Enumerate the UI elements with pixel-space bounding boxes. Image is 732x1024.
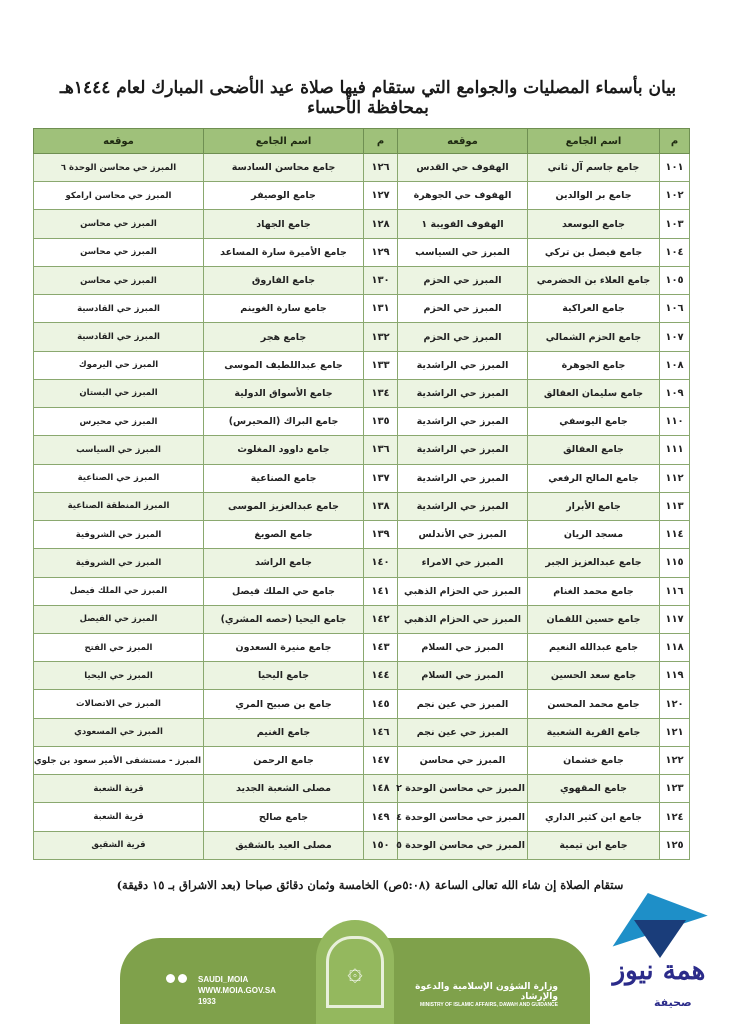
mosque-name: جامع بر الوالدين (528, 182, 660, 210)
social-links (166, 974, 276, 1007)
mosque-location: المبرز حي الراشدية (398, 351, 528, 379)
row-number-2: ١٥٠ (364, 831, 398, 859)
mosque-location-2: المبرز حي الشروفية (34, 549, 204, 577)
table-row (34, 238, 690, 266)
mosque-location-2: المبرز حي محاسن (34, 238, 204, 266)
table-row (34, 521, 690, 549)
table-header-row (34, 129, 690, 154)
mosque-name-2: جامع سارة الغوينم (204, 295, 364, 323)
mosque-name: جامع عبدالله النعيم (528, 633, 660, 661)
mosque-location: المبرز حي الراشدية (398, 464, 528, 492)
mosque-location: المبرز حي الحزام الذهبي (398, 605, 528, 633)
mosque-name: جامع المقهوي (528, 775, 660, 803)
mosque-name: جامع محمد الغنام (528, 577, 660, 605)
table-row (34, 464, 690, 492)
mosque-location-2: المبرز حي الشروفية (34, 521, 204, 549)
mosque-name-2: جامع بن صبيح المري (204, 690, 364, 718)
mosque-location-2: المبرز حي محاسن (34, 210, 204, 238)
mosque-name-2: جامع عبدالعزيز الموسى (204, 492, 364, 520)
header-num-2: م (364, 129, 398, 154)
mosque-location-2: المبرز حي الصناعية (34, 464, 204, 492)
row-number-2: ١٤٠ (364, 549, 398, 577)
mosque-location-2: المبرز حي اليحيا (34, 662, 204, 690)
row-number: ١٢٣ (660, 775, 690, 803)
row-number-2: ١٣٤ (364, 379, 398, 407)
mosques-table (33, 128, 690, 860)
mosque-name: جامع ابن كثير الداري (528, 803, 660, 831)
row-number: ١٠٩ (660, 379, 690, 407)
table-row (34, 746, 690, 774)
mosque-name-2: جامع الجهاد (204, 210, 364, 238)
twitter-icon[interactable] (166, 974, 175, 983)
mosque-location-2: المبرز حي الاتصالات (34, 690, 204, 718)
header-mosque-2: اسم الجامع (204, 129, 364, 154)
mosque-name: جامع خشمان (528, 746, 660, 774)
mosque-name: جامع البوسعد (528, 210, 660, 238)
mosque-location-2: المبرز المنطقة الصناعية (34, 492, 204, 520)
row-number: ١٠٣ (660, 210, 690, 238)
row-number-2: ١٣٦ (364, 436, 398, 464)
mosque-name: جامع فيصل بن تركي (528, 238, 660, 266)
row-number-2: ١٤٣ (364, 633, 398, 661)
row-number-2: ١٣٢ (364, 323, 398, 351)
row-number-2: ١٣١ (364, 295, 398, 323)
table-row (34, 408, 690, 436)
table-row (34, 295, 690, 323)
table-row (34, 182, 690, 210)
mosque-location: الهفوف الفويبة ١ (398, 210, 528, 238)
mosque-location: المبرز حي محاسن الوحدة ٤ (398, 803, 528, 831)
mosque-location-2: المبرز حي السياسب (34, 436, 204, 464)
mosque-name-2: جامع الرحمن (204, 746, 364, 774)
mosque-name: جامع سليمان العفالق (528, 379, 660, 407)
row-number: ١١٩ (660, 662, 690, 690)
mosque-location: الهفوف حي القدس (398, 154, 528, 182)
mosque-location: المبرز حي السلام (398, 662, 528, 690)
row-number-2: ١٤٤ (364, 662, 398, 690)
mosque-location-2: المبرز حي محاسن (34, 266, 204, 294)
mosque-name-2: جامع حي الملك فيصل (204, 577, 364, 605)
row-number: ١٠٥ (660, 266, 690, 294)
mosque-location: المبرز حي محاسن (398, 746, 528, 774)
brand-logo (594, 880, 724, 1020)
mosque-name-2: جامع الراشد (204, 549, 364, 577)
table-row (34, 323, 690, 351)
mosque-name: جامع عبدالعزيز الجبر (528, 549, 660, 577)
table-row (34, 436, 690, 464)
row-number-2: ١٤٥ (364, 690, 398, 718)
row-number: ١١٠ (660, 408, 690, 436)
brand-subtitle: صحيفة (654, 996, 692, 1009)
header-num: م (660, 129, 690, 154)
row-number: ١٠٦ (660, 295, 690, 323)
mosque-name-2: مصلى العيد بالشقيق (204, 831, 364, 859)
mosque-name: جامع ابن تيمية (528, 831, 660, 859)
instagram-icon[interactable] (178, 974, 187, 983)
row-number-2: ١٣٧ (364, 464, 398, 492)
website-link[interactable]: WWW.MOIA.GOV.SA (198, 986, 276, 995)
table-row (34, 803, 690, 831)
mosque-name-2: جامع الصويغ (204, 521, 364, 549)
mosque-location: المبرز حي الحزم (398, 295, 528, 323)
mosque-location-2: المبرز حي البستان (34, 379, 204, 407)
table-row (34, 549, 690, 577)
mosque-name: جامع جاسم آل ثاني (528, 154, 660, 182)
mosque-name-2: جامع الصناعية (204, 464, 364, 492)
mosque-name-2: جامع الأسواق الدولية (204, 379, 364, 407)
mosque-location-2: قرية الشعبة (34, 775, 204, 803)
table-row (34, 351, 690, 379)
mosque-location: المبرز حي الراشدية (398, 379, 528, 407)
row-number: ١١٨ (660, 633, 690, 661)
row-number-2: ١٤١ (364, 577, 398, 605)
row-number: ١٢٤ (660, 803, 690, 831)
ministry-name-en: MINISTRY OF ISLAMIC AFFAIRS, DAWAH AND GUIDANCE (420, 1002, 558, 1008)
row-number-2: ١٢٧ (364, 182, 398, 210)
table-row (34, 154, 690, 182)
mosque-location-2: المبرز - مستشفى الأمير سعود بن جلوي (34, 746, 204, 774)
mosque-name-2: جامع البراك (المحيرس) (204, 408, 364, 436)
row-number-2: ١٤٧ (364, 746, 398, 774)
mosque-location: المبرز حي الحزم (398, 323, 528, 351)
mosque-name-2: جامع الأميرة سارة المساعد (204, 238, 364, 266)
row-number: ١٢٢ (660, 746, 690, 774)
mosque-name-2: جامع الفاروق (204, 266, 364, 294)
table-row (34, 831, 690, 859)
mosque-name: جامع المالح الرفعي (528, 464, 660, 492)
mosque-location-2: المبرز حي الملك فيصل (34, 577, 204, 605)
mosque-location-2: قرية الشقيق (34, 831, 204, 859)
phone-number: 1933 (198, 997, 216, 1006)
row-number: ١١٦ (660, 577, 690, 605)
mosque-location: المبرز حي عين نجم (398, 718, 528, 746)
mosque-location: المبرز حي محاسن الوحدة ٥ (398, 831, 528, 859)
table-row (34, 577, 690, 605)
row-number: ١٠٢ (660, 182, 690, 210)
table-row (34, 492, 690, 520)
row-number-2: ١٢٩ (364, 238, 398, 266)
mosque-name: جامع محمد المحسن (528, 690, 660, 718)
mosque-name: جامع سعد الحسين (528, 662, 660, 690)
mosque-name-2: جامع عبداللطيف الموسى (204, 351, 364, 379)
header-location: موقعه (398, 129, 528, 154)
mosque-name-2: جامع محاسن السادسة (204, 154, 364, 182)
mosque-location-2: المبرز حي محاسن ارامكو (34, 182, 204, 210)
row-number: ١٠١ (660, 154, 690, 182)
row-number: ١١٥ (660, 549, 690, 577)
row-number: ١١٢ (660, 464, 690, 492)
row-number-2: ١٣٣ (364, 351, 398, 379)
mosque-location: المبرز حي الحزام الذهبي (398, 577, 528, 605)
mosque-location-2: المبرز حي الفتح (34, 633, 204, 661)
prayer-time-note: ستقام الصلاة إن شاء الله تعالى الساعة (٥:٠٨ص) الخامسة وثمان دقائق صباحا (بعد الاشراق بـ ١٥ دقيقة) (116, 878, 624, 892)
mosque-name-2: جامع منيرة السعدون (204, 633, 364, 661)
mosque-name: جامع العلاء بن الحضرمي (528, 266, 660, 294)
table-row (34, 690, 690, 718)
row-number-2: ١٤٢ (364, 605, 398, 633)
table-row (34, 210, 690, 238)
row-number: ١١٣ (660, 492, 690, 520)
row-number-2: ١٣٠ (364, 266, 398, 294)
mosque-location-2: قرية الشعبة (34, 803, 204, 831)
row-number: ١٠٤ (660, 238, 690, 266)
table-row (34, 266, 690, 294)
mosque-name-2: جامع اليحيا (204, 662, 364, 690)
table-row (34, 605, 690, 633)
row-number-2: ١٣٩ (364, 521, 398, 549)
row-number-2: ١٤٨ (364, 775, 398, 803)
mosque-name: مسجد الريان (528, 521, 660, 549)
table-row (34, 718, 690, 746)
mosque-location-2: المبرز حي المسعودي (34, 718, 204, 746)
mosque-name: جامع العراكية (528, 295, 660, 323)
page-title: بيان بأسماء المصليات والجوامع التي ستقام فيها صلاة عيد الأضحى المبارك لعام ١٤٤٤هـ بمحافظة الأحساء (59, 78, 677, 118)
brand-name: همة نيوز (612, 956, 706, 986)
mosque-location: المبرز حي السلام (398, 633, 528, 661)
row-number-2: ١٤٩ (364, 803, 398, 831)
mosque-name-2: جامع داوود المغلوث (204, 436, 364, 464)
row-number: ١٠٧ (660, 323, 690, 351)
mosque-name: جامع القرية الشعبية (528, 718, 660, 746)
mosque-name-2: جامع صالح (204, 803, 364, 831)
mosque-name: جامع اليوسفي (528, 408, 660, 436)
mosque-location: المبرز حي السياسب (398, 238, 528, 266)
row-number: ١١١ (660, 436, 690, 464)
mosque-name: جامع الجوهرة (528, 351, 660, 379)
mosque-name-2: مصلى الشعبة الجديد (204, 775, 364, 803)
mosque-name-2: جامع اليحيا (حصه المشري) (204, 605, 364, 633)
mosque-emblem-icon: ۞ (316, 920, 394, 1024)
table-row (34, 633, 690, 661)
header-location-2: موقعه (34, 129, 204, 154)
mosque-location-2: المبرز حي القادسية (34, 323, 204, 351)
row-number: ١١٤ (660, 521, 690, 549)
row-number-2: ١٣٥ (364, 408, 398, 436)
table-row (34, 379, 690, 407)
mosque-name: جامع الأبرار (528, 492, 660, 520)
mosque-location-2: المبرز حي القادسية (34, 295, 204, 323)
header-mosque: اسم الجامع (528, 129, 660, 154)
mosque-name-2: جامع الغنيم (204, 718, 364, 746)
row-number: ١٢١ (660, 718, 690, 746)
mosque-location: المبرز حي الأندلس (398, 521, 528, 549)
mosque-location-2: المبرز حي الفيصل (34, 605, 204, 633)
mosque-location: المبرز حي الحزم (398, 266, 528, 294)
mosque-location-2: المبرز حي اليرموك (34, 351, 204, 379)
row-number: ١١٧ (660, 605, 690, 633)
mosque-location: الهفوف حي الجوهرة (398, 182, 528, 210)
social-handle[interactable]: SAUDI_MOIA (198, 975, 249, 984)
row-number-2: ١٤٦ (364, 718, 398, 746)
mosque-location-2: المبرز حي محاسن الوحدة ٦ (34, 154, 204, 182)
mosque-location: المبرز حي الامراء (398, 549, 528, 577)
table-row (34, 662, 690, 690)
ministry-name-ar: وزارة الشؤون الإسلامية والدعوة والإرشاد (415, 982, 558, 1002)
mosque-name: جامع حسين اللقمان (528, 605, 660, 633)
mosque-name-2: جامع الوصيفر (204, 182, 364, 210)
row-number-2: ١٢٦ (364, 154, 398, 182)
ministry-name (408, 982, 558, 1008)
row-number: ١٠٨ (660, 351, 690, 379)
row-number: ١٢٥ (660, 831, 690, 859)
mosque-location: المبرز حي محاسن الوحدة ٢ (398, 775, 528, 803)
mosque-name-2: جامع هجر (204, 323, 364, 351)
mosque-location: المبرز حي الراشدية (398, 408, 528, 436)
row-number: ١٢٠ (660, 690, 690, 718)
mosque-location: المبرز حي الراشدية (398, 436, 528, 464)
mosque-name: جامع الحزم الشمالي (528, 323, 660, 351)
row-number-2: ١٣٨ (364, 492, 398, 520)
row-number-2: ١٢٨ (364, 210, 398, 238)
table-row (34, 775, 690, 803)
mosque-name: جامع العفالق (528, 436, 660, 464)
bird-tail-icon (634, 920, 686, 958)
mosque-location: المبرز حي الراشدية (398, 492, 528, 520)
mosque-location: المبرز حي عين نجم (398, 690, 528, 718)
mosque-location-2: المبرز حي محيرس (34, 408, 204, 436)
